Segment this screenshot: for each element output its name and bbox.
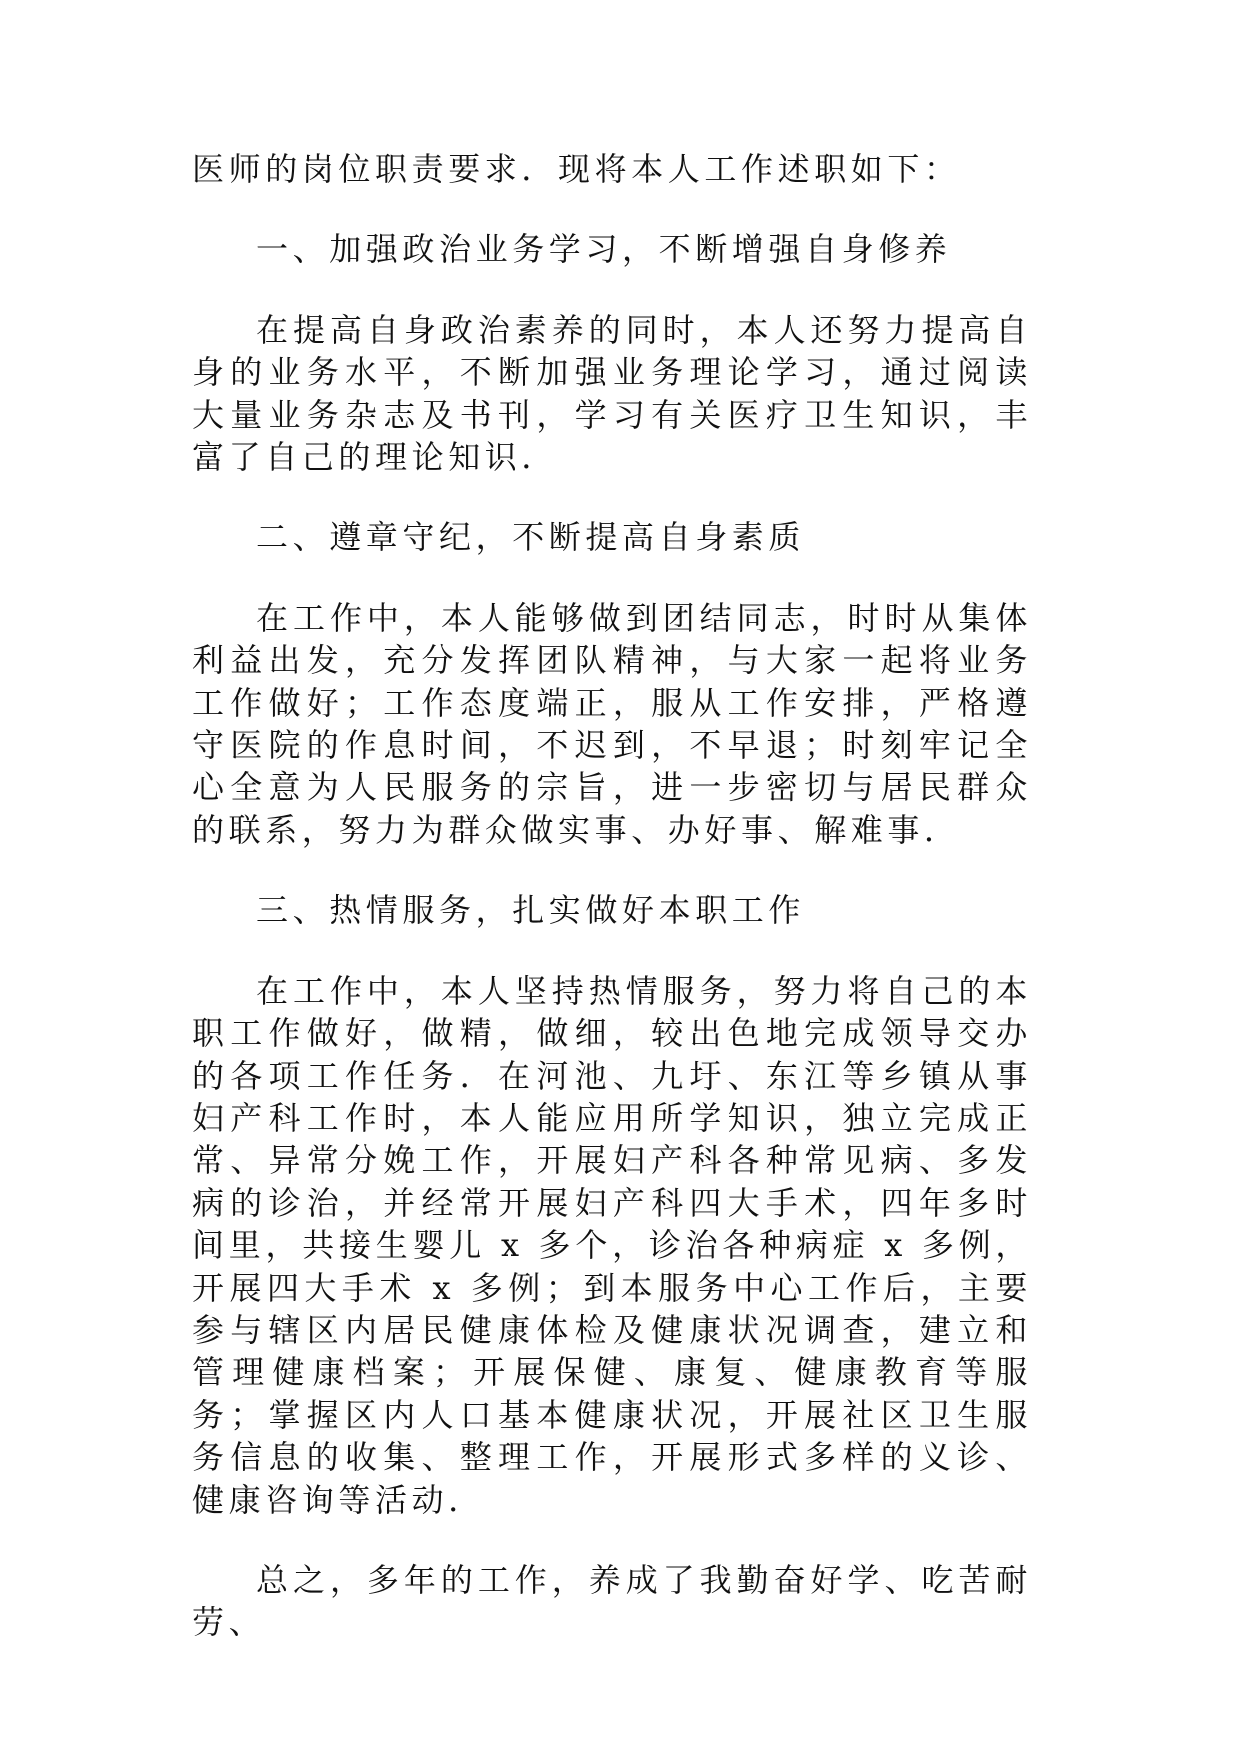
document-body (192, 148, 1032, 1682)
body-paragraph-2: 在工作中，本人能够做到团结同志，时时从集体利益出发，充分发挥团队精神，与大家一起将业务工作做好；工作态度端正，服从工作安排，严格遵守医院的作息时间，不迟到，不早退；时刻牢记全心全意为人民服务的宗旨，进一步密切与居民群众的联系，努力为群众做实事、办好事、解难事． (192, 598, 1032, 849)
section-heading-1: 一、加强政治业务学习，不断增强自身修养 (256, 230, 952, 269)
body-paragraph-3: 在工作中，本人坚持热情服务，努力将自己的本职工作做好，做精，做细，较出色地完成领导交办的各项工作任务．在河池、九圩、东江等乡镇从事妇产科工作时，本人能应用所学知识，独立完成正常、异常分娩工作，开展妇产科各种常见病、多发病的诊治，并经常开展妇产科四大手术，四年多时间里，共接生婴儿 x 多个，诊治各种病症 x 多例，开展四大手术 x 多例；到本服务中心工作后，主要参与辖区内居民健康体检及健康状况调查，建立和管理健康档案；开展保健、康复、健康教育等服务；掌握区内人口基本健康状况，开展社区卫生服务信息的收集、整理工作，开展形式多样的义诊、健康咨询等活动． (192, 971, 1032, 1519)
section-heading-3: 三、热情服务，扎实做好本职工作 (256, 891, 806, 930)
section-heading-2: 二、遵章守纪，不断提高自身素质 (256, 518, 806, 557)
body-paragraph-1: 在提高自身政治素养的同时，本人还努力提高自身的业务水平，不断加强业务理论学习，通过阅读大量业务杂志及书刊，学习有关医疗卫生知识，丰富了自己的理论知识． (192, 310, 1032, 477)
body-paragraph-4: 总之，多年的工作，养成了我勤奋好学、吃苦耐劳、 (192, 1560, 1032, 1642)
continuation-paragraph: 医师的岗位职责要求．现将本人工作述职如下： (192, 150, 961, 188)
